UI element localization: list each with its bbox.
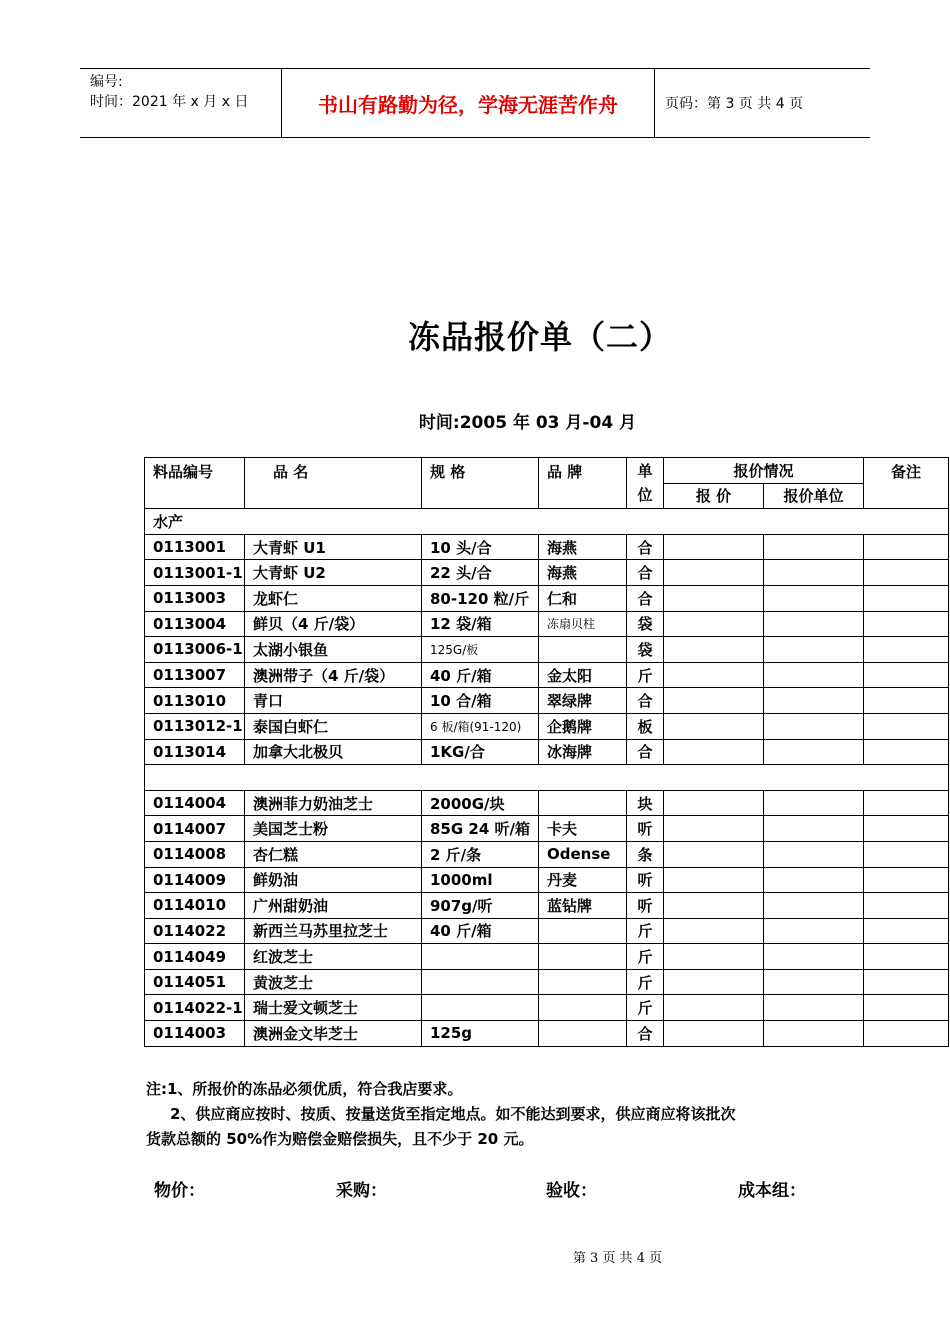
cell-quote-unit[interactable]: [764, 534, 864, 560]
cell-name: 杏仁糕: [245, 841, 422, 867]
quotation-table: [144, 457, 949, 1047]
cell-brand: [539, 790, 627, 816]
cell-quote-unit[interactable]: [764, 688, 864, 714]
cell-remark[interactable]: [864, 790, 949, 816]
cell-unit: 合: [627, 739, 664, 765]
cell-price[interactable]: [664, 534, 764, 560]
cell-name: 瑞士爱文顿芝士: [245, 995, 422, 1021]
cell-code: 0113006-1: [145, 637, 245, 663]
cell-name: 新西兰马苏里拉芝士: [245, 918, 422, 944]
cell-name: 太湖小银鱼: [245, 637, 422, 663]
cell-spec: 12 袋/箱: [422, 611, 539, 637]
cell-brand: 海燕: [539, 560, 627, 586]
cell-price[interactable]: [664, 637, 764, 663]
cell-code: 0113012-1: [145, 713, 245, 739]
cell-name: 澳洲带子（4 斤/袋）: [245, 662, 422, 688]
document-header: [80, 68, 870, 138]
header-brand: 品 牌: [539, 458, 627, 509]
cell-price[interactable]: [664, 841, 764, 867]
cell-name: 澳洲金文毕芝士: [245, 1021, 422, 1047]
cell-brand: 翠绿牌: [539, 688, 627, 714]
cell-code: 0114008: [145, 841, 245, 867]
table-row: [145, 1021, 949, 1047]
cell-remark[interactable]: [864, 560, 949, 586]
note-line-2: 2、供应商应按时、按质、按量送货至指定地点。如不能达到要求，供应商应将该批次: [170, 1105, 736, 1123]
table-row: [145, 944, 949, 970]
cell-unit: 斤: [627, 944, 664, 970]
cell-unit: 合: [627, 560, 664, 586]
cell-quote-unit[interactable]: [764, 560, 864, 586]
signature-pricing: 物价：: [154, 1181, 205, 1201]
cell-code: 0113004: [145, 611, 245, 637]
cell-name: 澳洲菲力奶油芝士: [245, 790, 422, 816]
cell-spec: 85G 24 听/箱: [422, 816, 539, 842]
section-row-blank: [145, 765, 949, 791]
header-price: 报 价: [664, 483, 764, 509]
page-footer: 第 3 页 共 4 页: [572, 1251, 663, 1266]
header-meta: [80, 69, 282, 137]
cell-remark[interactable]: [864, 662, 949, 688]
cell-spec: 22 头/合: [422, 560, 539, 586]
table-row: [145, 995, 949, 1021]
table-row: [145, 816, 949, 842]
cell-remark[interactable]: [864, 816, 949, 842]
cell-name: 鲜贝（4 斤/袋）: [245, 611, 422, 637]
cell-code: 0114007: [145, 816, 245, 842]
cell-quote-unit[interactable]: [764, 893, 864, 919]
cell-quote-unit[interactable]: [764, 995, 864, 1021]
cell-quote-unit[interactable]: [764, 918, 864, 944]
cell-quote-unit[interactable]: [764, 867, 864, 893]
signature-inspection: 验收：: [546, 1181, 597, 1201]
cell-code: 0113014: [145, 739, 245, 765]
cell-spec: 125g: [422, 1021, 539, 1047]
cell-spec: [422, 995, 539, 1021]
cell-quote-unit[interactable]: [764, 944, 864, 970]
cell-remark[interactable]: [864, 969, 949, 995]
cell-unit: 斤: [627, 662, 664, 688]
table-row: [145, 560, 949, 586]
cell-code: 0113001: [145, 534, 245, 560]
cell-code: 0114049: [145, 944, 245, 970]
cell-unit: 听: [627, 893, 664, 919]
cell-spec: 10 合/箱: [422, 688, 539, 714]
cell-remark[interactable]: [864, 944, 949, 970]
cell-remark[interactable]: [864, 841, 949, 867]
table-row: [145, 790, 949, 816]
cell-brand: 金太阳: [539, 662, 627, 688]
document-date: 时间:2005 年 03 月-04 月: [418, 413, 637, 433]
cell-code: 0113007: [145, 662, 245, 688]
cell-quote-unit[interactable]: [764, 662, 864, 688]
cell-brand: 冻扇贝柱: [539, 611, 627, 637]
cell-unit: 听: [627, 867, 664, 893]
cell-price[interactable]: [664, 790, 764, 816]
cell-name: 广州甜奶油: [245, 893, 422, 919]
header-remark: 备注: [864, 458, 949, 509]
table-row: [145, 611, 949, 637]
cell-spec: 1KG/合: [422, 739, 539, 765]
table-row: [145, 534, 949, 560]
cell-name: 红波芝士: [245, 944, 422, 970]
cell-code: 0113010: [145, 688, 245, 714]
cell-brand: 丹麦: [539, 867, 627, 893]
cell-unit: 袋: [627, 637, 664, 663]
cell-unit: 合: [627, 688, 664, 714]
cell-code: 0114009: [145, 867, 245, 893]
cell-price[interactable]: [664, 944, 764, 970]
header-motto: 书山有路勤为径，学海无涯苦作舟: [282, 69, 655, 137]
cell-brand: [539, 995, 627, 1021]
table-row: [145, 867, 949, 893]
table-row: [145, 585, 949, 611]
cell-price[interactable]: [664, 893, 764, 919]
cell-brand: [539, 944, 627, 970]
cell-brand: [539, 918, 627, 944]
cell-remark[interactable]: [864, 918, 949, 944]
section-label: [145, 765, 949, 791]
cell-brand: [539, 1021, 627, 1047]
cell-remark[interactable]: [864, 534, 949, 560]
cell-unit: 斤: [627, 918, 664, 944]
cell-quote-unit[interactable]: [764, 637, 864, 663]
table-row: [145, 637, 949, 663]
cell-spec: 40 斤/箱: [422, 662, 539, 688]
cell-quote-unit[interactable]: [764, 1021, 864, 1047]
cell-price[interactable]: [664, 662, 764, 688]
cell-spec: 907g/听: [422, 893, 539, 919]
cell-price[interactable]: [664, 918, 764, 944]
table-row: [145, 893, 949, 919]
cell-quote-unit[interactable]: [764, 790, 864, 816]
cell-spec: 40 斤/箱: [422, 918, 539, 944]
header-page-label: 页码：第 3 页 共 4 页: [665, 96, 804, 112]
cell-spec: 80-120 粒/斤: [422, 585, 539, 611]
cell-unit: 条: [627, 841, 664, 867]
cell-unit: 斤: [627, 995, 664, 1021]
cell-brand: 企鹅牌: [539, 713, 627, 739]
cell-spec: [422, 969, 539, 995]
cell-spec: 1000ml: [422, 867, 539, 893]
cell-unit: 合: [627, 585, 664, 611]
section-row-aquatic: [145, 509, 949, 535]
table-row: [145, 841, 949, 867]
signature-cost-group: 成本组：: [738, 1181, 806, 1201]
cell-name: 龙虾仁: [245, 585, 422, 611]
cell-remark[interactable]: [864, 893, 949, 919]
header-spec: 规 格: [422, 458, 539, 509]
cell-price[interactable]: [664, 995, 764, 1021]
cell-price[interactable]: [664, 560, 764, 586]
cell-quote-unit[interactable]: [764, 969, 864, 995]
cell-unit: 袋: [627, 611, 664, 637]
cell-quote-unit[interactable]: [764, 585, 864, 611]
cell-price[interactable]: [664, 688, 764, 714]
cell-price[interactable]: [664, 969, 764, 995]
document-title: 冻品报价单（二）: [407, 318, 672, 356]
cell-brand: 卡夫: [539, 816, 627, 842]
header-quote-group: 报价情况: [664, 458, 864, 484]
cell-code: 0114051: [145, 969, 245, 995]
cell-unit: 合: [627, 1021, 664, 1047]
cell-spec: 125G/板: [422, 637, 539, 663]
cell-quote-unit[interactable]: [764, 611, 864, 637]
cell-unit: 听: [627, 816, 664, 842]
document-number-label: 编号:: [90, 74, 123, 90]
cell-name: 鲜奶油: [245, 867, 422, 893]
cell-unit: 合: [627, 534, 664, 560]
cell-unit: 板: [627, 713, 664, 739]
signature-purchasing: 采购：: [336, 1181, 387, 1201]
cell-remark[interactable]: [864, 713, 949, 739]
cell-price[interactable]: [664, 713, 764, 739]
cell-code: 0114004: [145, 790, 245, 816]
header-code: 料品编号: [145, 458, 245, 509]
cell-spec: [422, 944, 539, 970]
cell-quote-unit[interactable]: [764, 713, 864, 739]
cell-name: 美国芝士粉: [245, 816, 422, 842]
table-row: [145, 918, 949, 944]
cell-price[interactable]: [664, 611, 764, 637]
cell-unit: 块: [627, 790, 664, 816]
cell-spec: 10 头/合: [422, 534, 539, 560]
note-line-3: 货款总额的 50%作为赔偿金赔偿损失，且不少于 20 元。: [146, 1130, 534, 1148]
cell-code: 0114022: [145, 918, 245, 944]
cell-code: 0114010: [145, 893, 245, 919]
cell-remark[interactable]: [864, 867, 949, 893]
cell-name: 青口: [245, 688, 422, 714]
notes-block: [146, 1077, 846, 1152]
cell-code: 0114003: [145, 1021, 245, 1047]
cell-brand: Odense: [539, 841, 627, 867]
cell-brand: 海燕: [539, 534, 627, 560]
header-name: 品 名: [245, 458, 422, 509]
cell-price[interactable]: [664, 816, 764, 842]
cell-remark[interactable]: [864, 1021, 949, 1047]
header-quote-unit: 报价单位: [764, 483, 864, 509]
cell-price[interactable]: [664, 1021, 764, 1047]
cell-brand: 蓝钻牌: [539, 893, 627, 919]
cell-spec: 2000G/块: [422, 790, 539, 816]
cell-quote-unit[interactable]: [764, 816, 864, 842]
document-time-label: 时间：2021 年 x 月 x 日: [90, 94, 249, 110]
section-label: 水产: [145, 509, 949, 535]
cell-quote-unit[interactable]: [764, 739, 864, 765]
cell-price[interactable]: [664, 739, 764, 765]
header-unit: 单位: [627, 458, 664, 509]
cell-remark[interactable]: [864, 688, 949, 714]
cell-quote-unit[interactable]: [764, 841, 864, 867]
cell-name: 大青虾 U2: [245, 560, 422, 586]
cell-spec: 6 板/箱(91-120): [422, 713, 539, 739]
cell-name: 大青虾 U1: [245, 534, 422, 560]
cell-remark[interactable]: [864, 585, 949, 611]
note-line-1: 注:1、所报价的冻品必须优质，符合我店要求。: [146, 1080, 463, 1098]
cell-code: 0113003: [145, 585, 245, 611]
table-row: [145, 969, 949, 995]
cell-price[interactable]: [664, 867, 764, 893]
cell-brand: 冰海牌: [539, 739, 627, 765]
cell-remark[interactable]: [864, 637, 949, 663]
table-row: [145, 688, 949, 714]
cell-remark[interactable]: [864, 739, 949, 765]
cell-unit: 斤: [627, 969, 664, 995]
cell-remark[interactable]: [864, 611, 949, 637]
cell-brand: 仁和: [539, 585, 627, 611]
table-row: [145, 662, 949, 688]
table-row: [145, 713, 949, 739]
cell-price[interactable]: [664, 585, 764, 611]
cell-name: 泰国白虾仁: [245, 713, 422, 739]
cell-code: 0114022-1: [145, 995, 245, 1021]
cell-brand: [539, 637, 627, 663]
cell-spec: 2 斤/条: [422, 841, 539, 867]
cell-name: 黄波芝士: [245, 969, 422, 995]
cell-code: 0113001-1: [145, 560, 245, 586]
cell-name: 加拿大北极贝: [245, 739, 422, 765]
cell-remark[interactable]: [864, 995, 949, 1021]
cell-brand: [539, 969, 627, 995]
table-row: [145, 739, 949, 765]
